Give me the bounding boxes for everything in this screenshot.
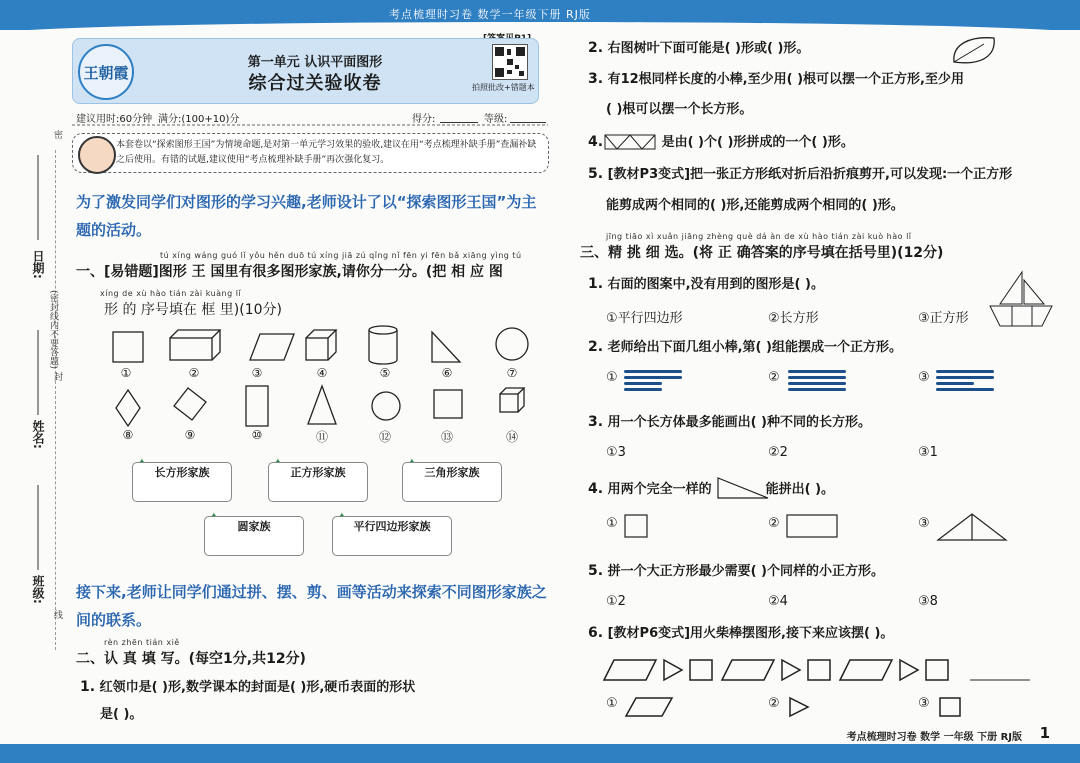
shape-label-14: ⑭ (505, 430, 518, 444)
shape-label-5: ⑤ (379, 366, 391, 380)
publisher-logo: 王朝霞 (78, 44, 134, 100)
shape-4-cube (306, 330, 336, 360)
seal-circle-3: 线 (52, 610, 62, 619)
shape-1-square (113, 332, 143, 362)
family-label-rectangle: 长方形家族 (154, 466, 210, 479)
s3-q4-option-2[interactable]: ② (768, 516, 780, 531)
stick (936, 382, 974, 385)
s3-q2-option-2[interactable]: ② (768, 370, 780, 385)
s2-q2-text: 右图树叶下面可能是( )形或( )形。 (607, 41, 810, 56)
family-label-circle: 圆家族 (237, 520, 271, 533)
s3-q5-option-1[interactable]: ①2 (606, 594, 626, 609)
s2-pinyin: rèn zhēn tián xiě (104, 638, 180, 647)
s3-title: 三、精 挑 细 选。(将 正 确答案的序号填在括号里)(12分) (580, 245, 944, 261)
s3-q5-option-3[interactable]: ③8 (918, 594, 938, 609)
stick (936, 388, 994, 391)
shape-12-circle (372, 392, 400, 420)
shape-label-6: ⑥ (441, 366, 453, 380)
s3-q1-option-3[interactable]: ③正方形 (918, 311, 969, 326)
shape-11-isosceles (308, 386, 336, 424)
family-label-parallelogram: 平行四边形家族 (353, 520, 431, 533)
sidebar-lines (0, 0, 70, 763)
shape-14-small-cube (500, 388, 524, 412)
full-score: 满分:(100+10)分 (158, 114, 240, 125)
shape-label-2: ② (188, 366, 200, 380)
s3-q4-option-3[interactable]: ③ (918, 516, 930, 531)
s3-q5-text: 拼一个大正方形最少需要( )个同样的小正方形。 (607, 564, 885, 579)
s1-title-line2: 形 的 序号填在 框 里)(10分) (104, 302, 283, 318)
shape-7-circle (496, 328, 528, 360)
s3-q6-option-1[interactable]: ① (606, 696, 618, 711)
page-number: 1 (1039, 724, 1050, 742)
s1-title-line1: 一、[易错题]图形 王 国里有很多图形家族,请你分一分。(把 相 应 图 (76, 264, 503, 280)
qnum: 3. (588, 71, 604, 87)
stick (936, 376, 994, 379)
option-rectangle-icon (786, 514, 840, 540)
s3-q1-line (588, 273, 824, 296)
matchstick-sequence (600, 656, 1036, 686)
mascot-girl-icon (78, 136, 116, 174)
qnum: 1. (588, 276, 604, 292)
stick (788, 382, 846, 385)
s3-q5-line (588, 560, 884, 583)
footer-text: 考点梳理时习卷 数学 一年级 下册 RJ版 (846, 732, 1022, 743)
stick (788, 376, 846, 379)
series-title: 考点梳理时习卷 数学一年级下册 RJ版 (389, 8, 591, 21)
s2-q3-text-b: ( )根可以摆一个长方形。 (606, 102, 753, 117)
s3-q1-option-1[interactable]: ①平行四边形 (606, 311, 683, 326)
s3-pinyin: jīng tiāo xì xuǎn jiāng zhèng què dá àn de xù hào tián zài kuò hào lǐ (606, 232, 912, 241)
s2-q4-text: 是由( )个( )形拼成的一个( )形。 (661, 135, 854, 150)
s3-q4-text-b: 能拼出( )。 (765, 482, 835, 497)
qnum: 2. (588, 339, 604, 355)
time-limit: 建议用时:60分钟 (76, 114, 153, 125)
shape-label-1: ① (120, 366, 132, 380)
s2-q3-text-a: 有12根同样长度的小棒,至少用( )根可以摆一个正方形,至少用 (607, 72, 964, 87)
option-parallelogram-icon (624, 696, 674, 718)
family-box-parallelogram[interactable] (332, 516, 452, 556)
s3-q1-text: 右面的图案中,没有用到的图形是( )。 (607, 277, 824, 292)
s2-q1-text-a: 红领巾是( )形,数学课本的封面是( )形,硬币表面的形状 (99, 680, 416, 695)
score-label: 得分: (412, 114, 436, 125)
qr-code[interactable] (492, 44, 528, 80)
grade-field[interactable] (510, 110, 546, 123)
s3-q6-option-2[interactable]: ② (768, 696, 780, 711)
s3-q2-option-1[interactable]: ① (606, 370, 618, 385)
shape-label-9: ⑨ (184, 428, 196, 442)
shape-label-8: ⑧ (122, 428, 134, 442)
s3-q5-option-2[interactable]: ②4 (768, 594, 788, 609)
s3-q3-option-3[interactable]: ③1 (918, 445, 938, 460)
leaf-icon (950, 34, 1000, 68)
right-triangle-icon (716, 476, 770, 500)
s3-q2-line (588, 336, 902, 359)
shape-10-rectangle (246, 386, 268, 426)
family-label-triangle: 三角形家族 (424, 466, 480, 479)
shape-2-cuboid (170, 330, 220, 360)
shape-label-10: ⑩ (251, 428, 263, 442)
grade-label: 等级: (484, 114, 508, 125)
s2-q2-line (588, 37, 809, 60)
shape-label-12: ⑫ (378, 430, 391, 444)
s1-pinyin-1: tú xíng wáng guó lǐ yǒu hěn duō tú xíng jiā zú qǐng nǐ fēn yi fēn bǎ xiāng yìng tú (160, 251, 522, 260)
shape-13-square (434, 390, 462, 418)
s2-q5-line1 (588, 163, 1012, 186)
s3-q6-line (588, 622, 893, 645)
s1-pinyin-2: xíng de xù hào tián zài kuàng lǐ (100, 289, 242, 298)
stick (788, 370, 846, 373)
qr-caption: 拍照批改+错题本 (472, 83, 535, 92)
shape-5-cylinder (369, 326, 397, 364)
option-small-square-icon (938, 696, 964, 718)
date-label: 日期: (31, 250, 45, 279)
shape-6-triangle (432, 332, 460, 362)
option-triangle-icon (936, 512, 1008, 542)
class-label: 班级: (31, 575, 45, 604)
s2-q3-line1 (588, 68, 964, 91)
stick (624, 376, 682, 379)
instruction-text: 本套卷以“探索图形王国”为情境命题,是对第一单元学习效果的验收,建议在用“考点梳理补缺手册”查漏补缺之后使用。有错的试题,建议使用“考点梳理补缺手册”再次强化复习。 (116, 140, 537, 165)
qnum: 3. (588, 414, 604, 430)
qr-pattern (493, 45, 527, 79)
qnum: 5. (588, 563, 604, 579)
s3-q2-option-3[interactable]: ③ (918, 370, 930, 385)
shape-label-13: ⑬ (440, 430, 453, 444)
shape-label-7: ⑦ (506, 366, 518, 380)
family-box-square[interactable] (268, 462, 368, 502)
s2-q5-text-b: 能剪成两个相同的( )形,还能剪成两个相同的( )形。 (606, 198, 904, 213)
qnum: 6. (588, 625, 604, 641)
intro-text: 为了激发同学们对图形的学习兴趣,老师设计了以“探索图形王国”为主题的活动。 (76, 193, 537, 239)
shape-label-3: ③ (251, 366, 263, 380)
meta-divider (72, 124, 548, 126)
stick (624, 382, 662, 385)
option-square-icon (624, 514, 650, 540)
s2-q1-text-b: 是( )。 (100, 707, 143, 722)
stick (624, 370, 682, 373)
shape-label-11: ⑪ (315, 430, 328, 444)
name-label: 姓名: (31, 420, 45, 449)
stick (936, 370, 994, 373)
s3-q6-text: [教材P6变式]用火柴棒摆图形,接下来应该摆( )。 (607, 626, 894, 641)
intro2-text: 接下来,老师让同学们通过拼、摆、剪、画等活动来探索不同图形家族之间的联系。 (76, 583, 547, 629)
family-box-rectangle[interactable] (132, 462, 232, 502)
s3-q3-text: 用一个长方体最多能画出( )种不同的长方形。 (607, 415, 872, 430)
shape-3-parallelogram (250, 334, 294, 360)
boat-pattern-icon (988, 270, 1054, 328)
family-label-square: 正方形家族 (290, 466, 346, 479)
qnum: 4. (588, 481, 604, 497)
qnum: 1. (80, 679, 96, 695)
family-box-circle[interactable] (204, 516, 304, 556)
s2-q1-line1 (80, 676, 415, 699)
s3-q6-option-3[interactable]: ③ (918, 696, 930, 711)
triangle-strip-icon (604, 134, 656, 150)
s3-q4-text-a: 用两个完全一样的 (607, 482, 712, 497)
qnum: 4. (588, 134, 604, 150)
unit-title: 第一单元 认识平面图形 (247, 55, 383, 70)
s2-q5-text-a: [教材P3变式]把一张正方形纸对折后沿折痕剪开,可以发现:一个正方形 (607, 167, 1013, 182)
shape-8-rhombus (116, 390, 140, 426)
family-box-triangle[interactable] (402, 462, 502, 502)
seal-circle-2: 封 (52, 372, 62, 381)
bottom-band (0, 744, 1080, 763)
exam-title: 综合过关验收卷 (248, 73, 382, 94)
seal-circle-1: 密 (52, 130, 62, 139)
stick (624, 388, 662, 391)
s2-title: 二、认 真 填 写。(每空1分,共12分) (76, 651, 306, 667)
s3-q3-option-2[interactable]: ②2 (768, 445, 788, 460)
s3-q4-line (588, 478, 834, 501)
shape-9-tilted-square (174, 388, 206, 420)
score-field[interactable] (440, 110, 478, 123)
s3-q1-option-2[interactable]: ②长方形 (768, 311, 819, 326)
seal-line-note: (密封线内不要答题) (48, 290, 58, 370)
shape-label-4: ④ (316, 366, 328, 380)
option-small-triangle-icon (788, 696, 812, 718)
s3-q4-option-1[interactable]: ① (606, 516, 618, 531)
qnum: 2. (588, 40, 604, 56)
s3-q2-text: 老师给出下面几组小棒,第( )组能摆成一个正方形。 (607, 340, 902, 355)
qnum: 5. (588, 166, 604, 182)
stick (788, 388, 846, 391)
s3-q3-line (588, 411, 871, 434)
s3-q3-option-1[interactable]: ①3 (606, 445, 626, 460)
